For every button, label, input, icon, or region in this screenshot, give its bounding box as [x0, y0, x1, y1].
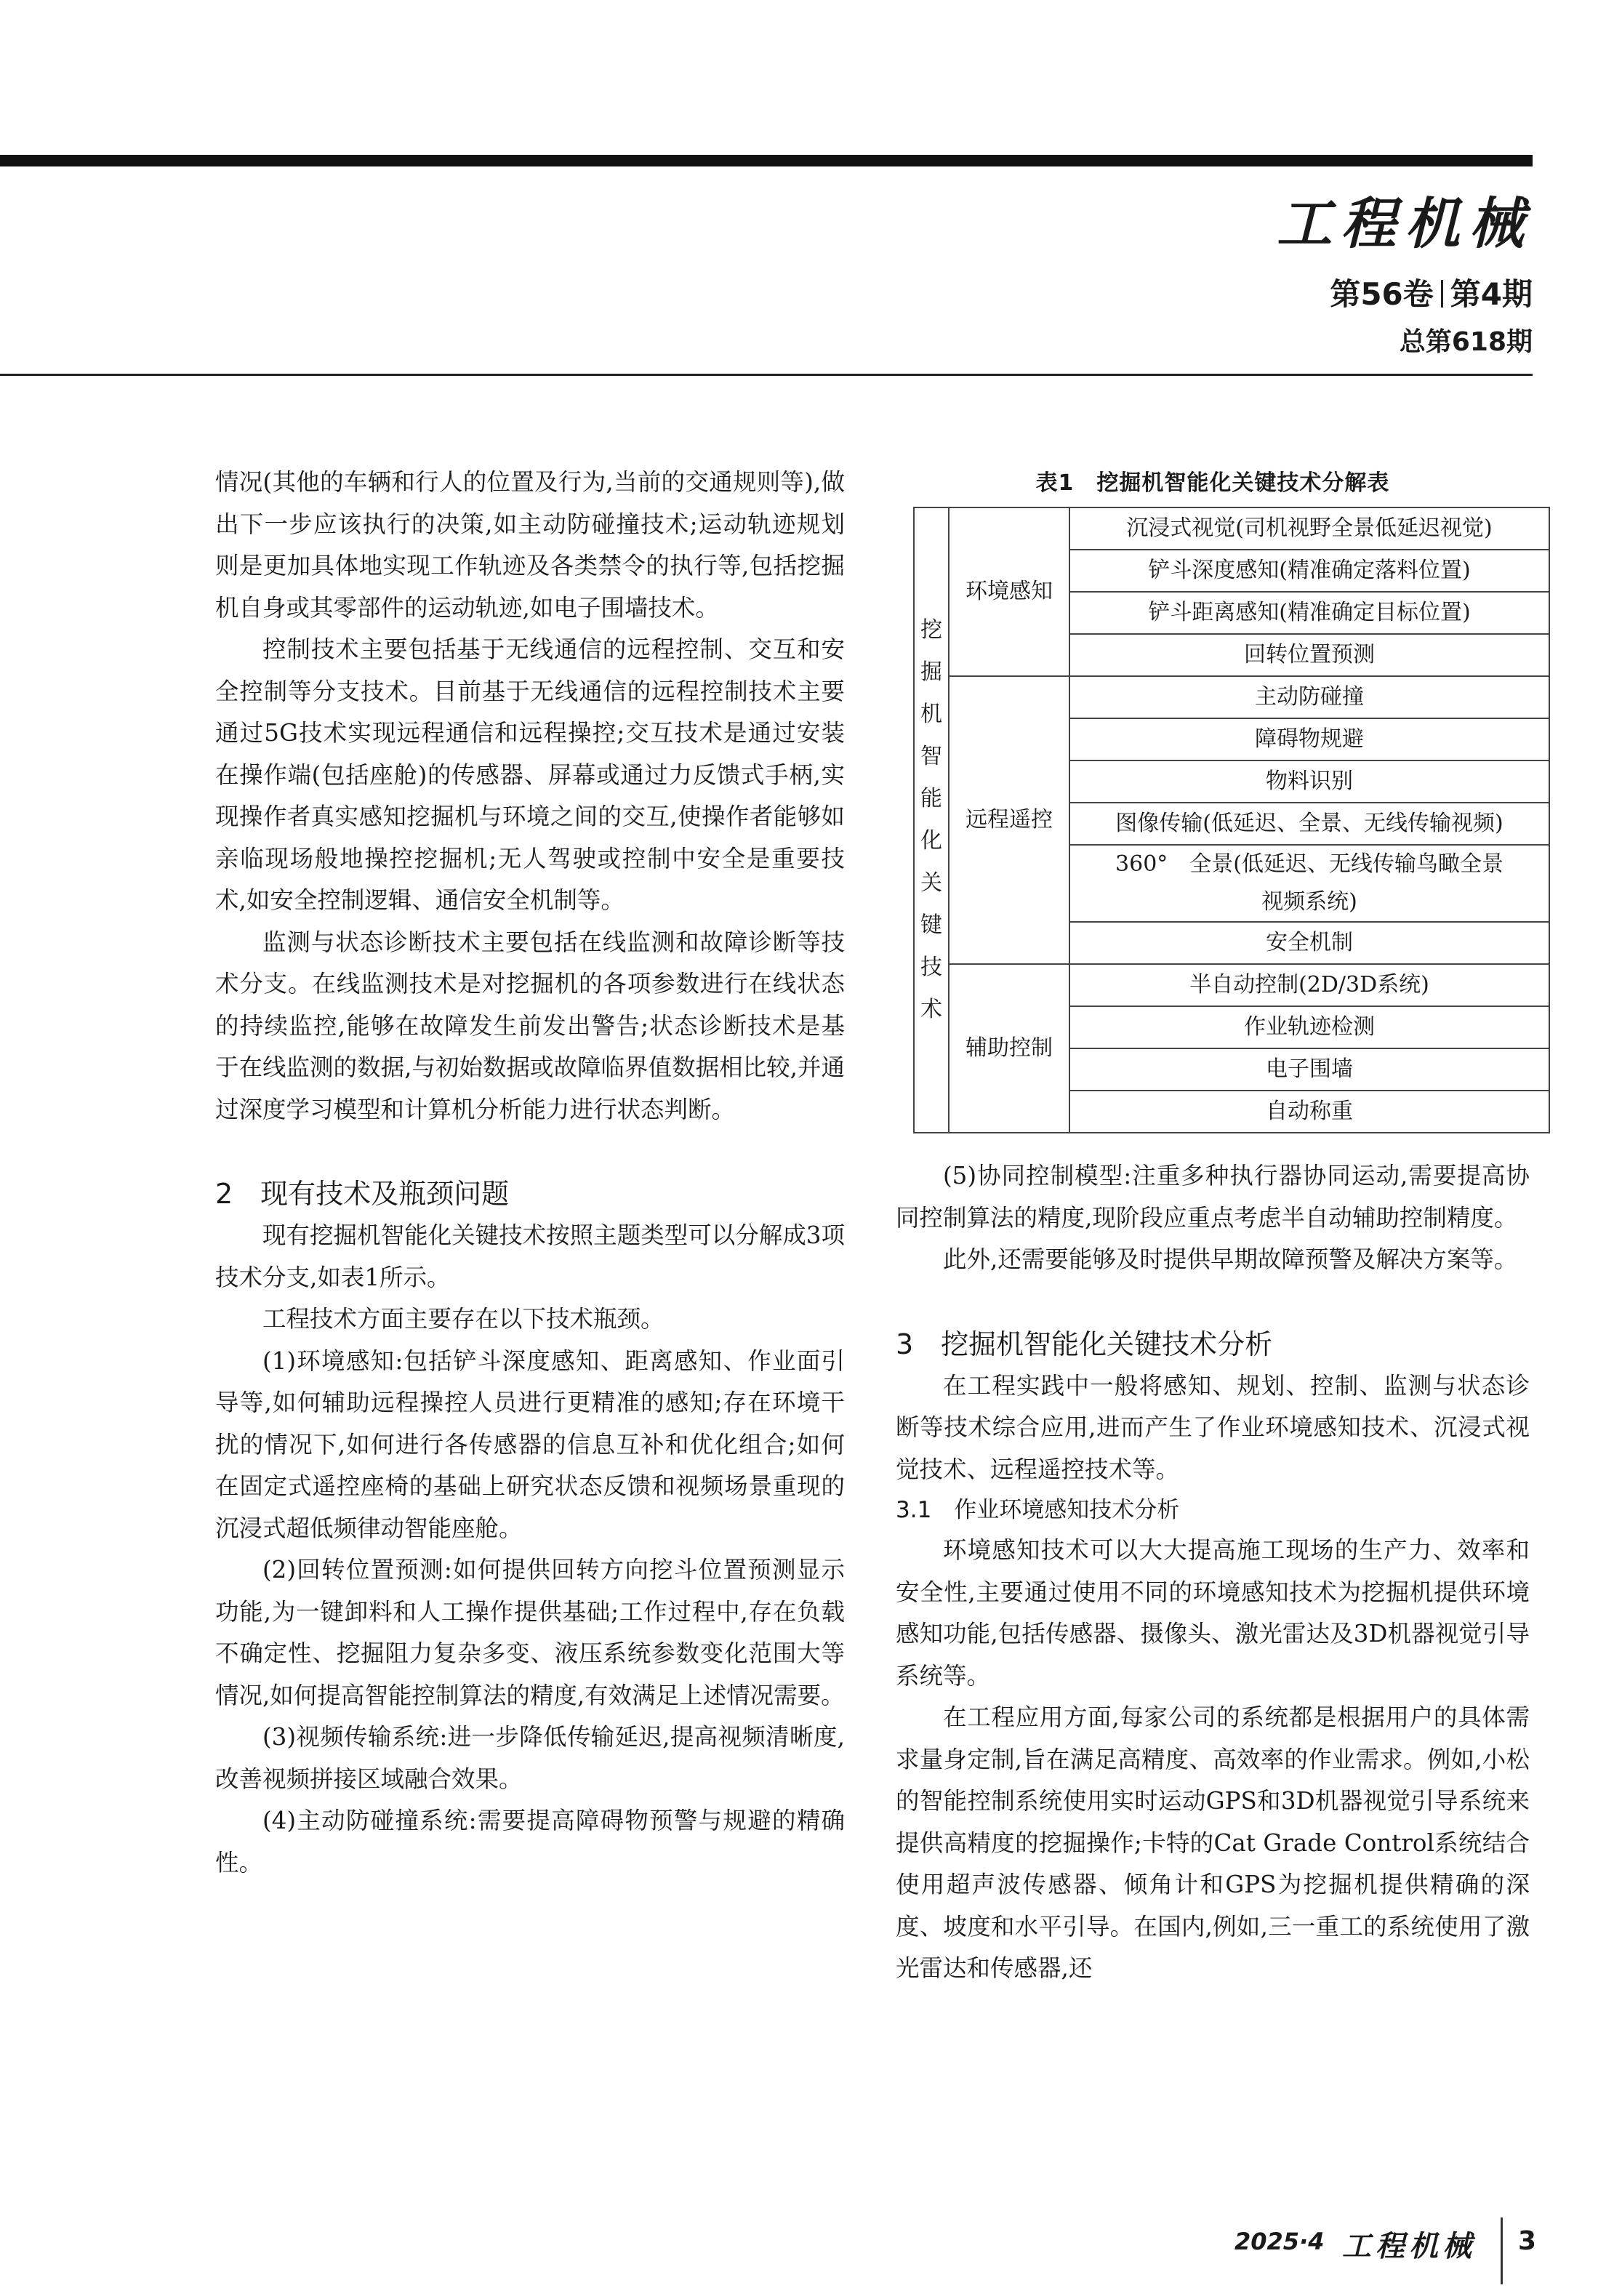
table-item: 电子围墙 — [1069, 1048, 1549, 1091]
paragraph: 在工程应用方面,每家公司的系统都是根据用户的具体需求量身定制,旨在满足高精度、高效率的作业需求。例如,小松的智能控制系统使用实时运动GPS和3D机器视觉引导系统来提供高精度的挖掘操作;卡特的Cat Grade Control系统结合使用超声波传感器、倾角计和GPS为挖掘机提供精确的深度、坡度和水平引导。在国内,例如,三一重工的系统使用了激光雷达和传感器,还 — [896, 1703, 1530, 1982]
category-cell: 远程遥控 — [949, 676, 1069, 964]
subsection-heading-3-1: 3.1 作业环境感知技术分析 — [896, 1497, 1180, 1523]
paragraph: 监测与状态诊断技术主要包括在线监测和故障诊断等技术分支。在线监测技术是对挖掘机的各项参数进行在线状态的持续监控,能够在故障发生前发出警告;状态诊断技术是基于在线监测的数据,与初始数据或故障临界值数据相比较,并通过深度学习模型和计算机分析能力进行状态判断。 — [215, 928, 845, 1123]
masthead — [1277, 191, 1533, 358]
journal-title: 工程机械 — [1277, 191, 1533, 256]
category-cell: 辅助控制 — [949, 964, 1069, 1133]
volume-issue — [1277, 270, 1533, 314]
table-item: 安全机制 — [1069, 922, 1549, 964]
table-item: 沉浸式视觉(司机视野全景低延迟视觉) — [1069, 507, 1549, 550]
category-cell: 环境感知 — [949, 507, 1069, 676]
paragraph: (4)主动防碰撞系统:需要提高障碍物预警与规避的精确性。 — [215, 1807, 845, 1876]
paragraph: (2)回转位置预测:如何提供回转方向挖斗位置预测显示功能,为一键卸料和人工操作提供基础;工作过程中,存在负载不确定性、挖掘阻力复杂多变、液压系统参数变化范围大等情况,如何提高智能控制算法的精度,有效满足上述情况需要。 — [215, 1556, 845, 1709]
header-rule — [0, 155, 1533, 166]
footer-year-issue: 2025·4 — [1234, 2228, 1325, 2255]
root-label: 挖掘机智能化关键技术 — [920, 617, 942, 1022]
tech-table — [913, 507, 1550, 1133]
table-item: 自动称重 — [1069, 1091, 1549, 1133]
table-caption: 表1 挖掘机智能化关键技术分解表 — [1035, 470, 1390, 496]
table-item: 作业轨迹检测 — [1069, 1006, 1549, 1048]
table-item: 主动防碰撞 — [1069, 676, 1549, 718]
paragraph: 情况(其他的车辆和行人的位置及行为,当前的交通规则等),做出下一步应该执行的决策,如主动防碰撞技术;运动轨迹规划则是更加具体地实现工作轨迹及各类禁令的执行等,包括挖掘机自身或其零部件的运动轨迹,如电子围墙技术。 — [215, 468, 845, 622]
page-number: 3 — [1518, 2226, 1537, 2256]
footer-journal-logo: 工程机械 — [1342, 2229, 1476, 2263]
table-item: 半自动控制(2D/3D系统) — [1069, 964, 1549, 1006]
footer-divider — [1501, 2217, 1503, 2284]
page-footer — [1234, 2217, 1540, 2283]
paragraph: (1)环境感知:包括铲斗深度感知、距离感知、作业面引导等,如何辅助远程操控人员进行更精准的感知;存在环境干扰的情况下,如何进行各传感器的信息互补和优化组合;如何在固定式遥控座椅的基础上研究状态反馈和视频场景重现的沉浸式超低频律动智能座舱。 — [215, 1346, 846, 1542]
table-item: 铲斗深度感知(精准确定落料位置) — [1069, 550, 1549, 592]
paragraph: 现有挖掘机智能化关键技术按照主题类型可以分解成3项技术分支,如表1所示。 — [215, 1221, 845, 1291]
paragraph: 控制技术主要包括基于无线通信的远程控制、交互和安全控制等分支技术。目前基于无线通信的远程控制技术主要通过5G技术实现远程通信和远程操控;交互技术是通过安装在操作端(包括座舱)的传感器、屏幕或通过力反馈式手柄,实现操作者真实感知挖掘机与环境之间的交互,使操作者能够如亲临现场般地操控挖掘机;无人驾驶或控制中安全是重要技术,如安全控制逻辑、通信安全机制等。 — [215, 635, 845, 914]
masthead-divider — [0, 374, 1533, 376]
table-item: 图像传输(低延迟、全景、无线传输视频) — [1069, 803, 1549, 845]
paragraph: 此外,还需要能够及时提供早期故障预警及解决方案等。 — [943, 1245, 1518, 1273]
table-root-cell — [914, 507, 949, 1133]
paragraph: (3)视频传输系统:进一步降低传输延迟,提高视频清晰度,改善视频拼接区域融合效果。 — [215, 1723, 845, 1793]
section-heading-2: 2 现有技术及瓶颈问题 — [215, 1178, 510, 1210]
table-item: 回转位置预测 — [1069, 634, 1549, 676]
issue-label: 第4期 — [1450, 276, 1533, 312]
table-item: 360° 全景(低延迟、无线传输鸟瞰全景视频系统) — [1069, 845, 1549, 922]
left-column — [215, 462, 845, 1884]
paragraph: 环境感知技术可以大大提高施工现场的生产力、效率和安全性,主要通过使用不同的环境感知技术为挖掘机提供环境感知功能,包括传感器、摄像头、激光雷达及3D机器视觉引导系统等。 — [896, 1536, 1530, 1690]
table-item: 物料识别 — [1069, 760, 1549, 803]
table-item: 铲斗距离感知(精准确定目标位置) — [1069, 592, 1549, 634]
volume-label: 第56卷 — [1330, 276, 1434, 312]
table-item: 障碍物规避 — [1069, 718, 1549, 760]
paragraph: (5)协同控制模型:注重多种执行器协同运动,需要提高协同控制算法的精度,现阶段应重点考虑半自动辅助控制精度。 — [896, 1162, 1530, 1232]
paragraph: 在工程实践中一般将感知、规划、控制、监测与状态诊断等技术综合应用,进而产生了作业环境感知技术、沉浸式视觉技术、远程遥控技术等。 — [896, 1371, 1530, 1483]
total-issue: 总第618期 — [1399, 327, 1533, 357]
right-column — [896, 462, 1530, 1990]
section-heading-3: 3 挖掘机智能化关键技术分析 — [896, 1328, 1273, 1360]
paragraph: 工程技术方面主要存在以下技术瓶颈。 — [262, 1305, 665, 1333]
table-spacer — [896, 1133, 1530, 1155]
issue-separator — [1441, 280, 1443, 308]
